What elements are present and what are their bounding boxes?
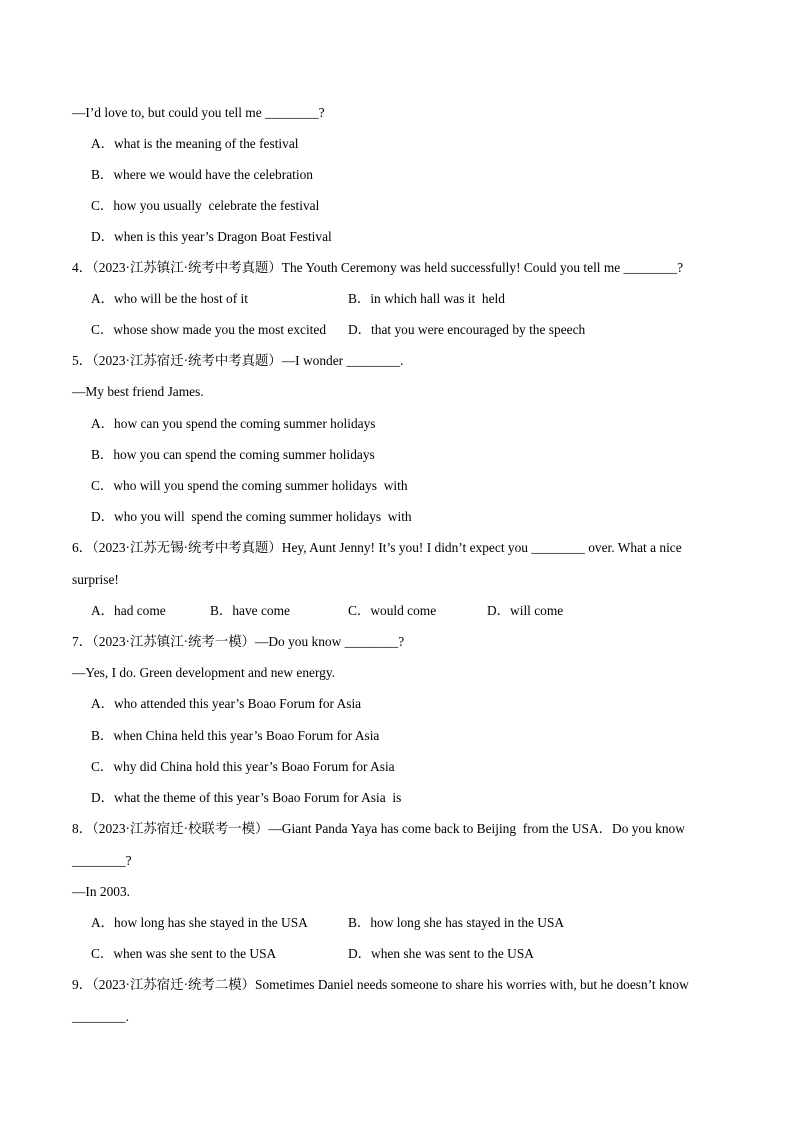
q5-option-c: C．who will you spend the coming summer holidays with <box>91 478 408 493</box>
q8-option-d: D．when she was sent to the USA <box>348 946 534 961</box>
q9-stem: 9．（2023·江苏宿迁·统考二模）Sometimes Daniel needs someone to share his worries with, but he doesn’t know <box>72 977 689 992</box>
q4-option-a: A．who will be the host of it <box>91 291 248 306</box>
q7-stem: 7．（2023·江苏镇江·统考一模）—Do you know ________? <box>72 634 405 649</box>
line-q3-prompt-reply: —I’d love to, but could you tell me ________? <box>72 105 325 120</box>
q7-reply: —Yes, I do. Green development and new energy. <box>72 665 336 680</box>
q8-option-b: B．how long she has stayed in the USA <box>348 915 565 930</box>
q8-reply: —In 2003. <box>72 884 131 899</box>
q5-option-d: D．who you will spend the coming summer holidays with <box>91 509 412 524</box>
q7-option-b: B．when China held this year’s Boao Forum for Asia <box>91 728 380 743</box>
q8-stem: 8．（2023·江苏宿迁·校联考一模）—Giant Panda Yaya has come back to Beijing from the USA．Do you know <box>72 821 685 836</box>
q9-stem-continued: ________. <box>72 1009 129 1024</box>
q7-option-c: C．why did China hold this year’s Boao Forum for Asia <box>91 759 395 774</box>
q3-option-c: C．how you usually celebrate the festival <box>91 198 320 213</box>
q8-option-a: A．how long has she stayed in the USA <box>91 915 308 930</box>
q8-option-c: C．when was she sent to the USA <box>91 946 277 961</box>
q3-option-a: A．what is the meaning of the festival <box>91 136 299 151</box>
q4-option-b: B．in which hall was it held <box>348 291 505 306</box>
q7-option-a: A．who attended this year’s Boao Forum for Asia <box>91 696 362 711</box>
q3-option-b: B．where we would have the celebration <box>91 167 313 182</box>
q6-option-c: C．would come <box>348 603 437 618</box>
q6-stem: 6．（2023·江苏无锡·统考中考真题）Hey, Aunt Jenny! It’s you! I didn’t expect you ________ over. What a nice <box>72 540 682 555</box>
q6-option-b: B．have come <box>210 603 290 618</box>
q4-option-d: D．that you were encouraged by the speech <box>348 322 586 337</box>
q7-option-d: D．what the theme of this year’s Boao Forum for Asia is <box>91 790 402 805</box>
q4-option-c: C．whose show made you the most excited <box>91 322 327 337</box>
q6-stem-continued: surprise! <box>72 572 119 587</box>
q3-option-d: D．when is this year’s Dragon Boat Festival <box>91 229 332 244</box>
q6-option-a: A．had come <box>91 603 166 618</box>
q8-stem-continued: ________? <box>72 853 132 868</box>
q5-stem: 5．（2023·江苏宿迁·统考中考真题）—I wonder ________. <box>72 353 404 368</box>
q4-stem: 4．（2023·江苏镇江·统考中考真题）The Youth Ceremony was held successfully! Could you tell me ________? <box>72 260 684 275</box>
q5-reply: —My best friend James. <box>72 384 204 399</box>
q5-option-a: A．how can you spend the coming summer holidays <box>91 416 376 431</box>
q5-option-b: B．how you can spend the coming summer holidays <box>91 447 375 462</box>
q6-option-d: D．will come <box>487 603 564 618</box>
